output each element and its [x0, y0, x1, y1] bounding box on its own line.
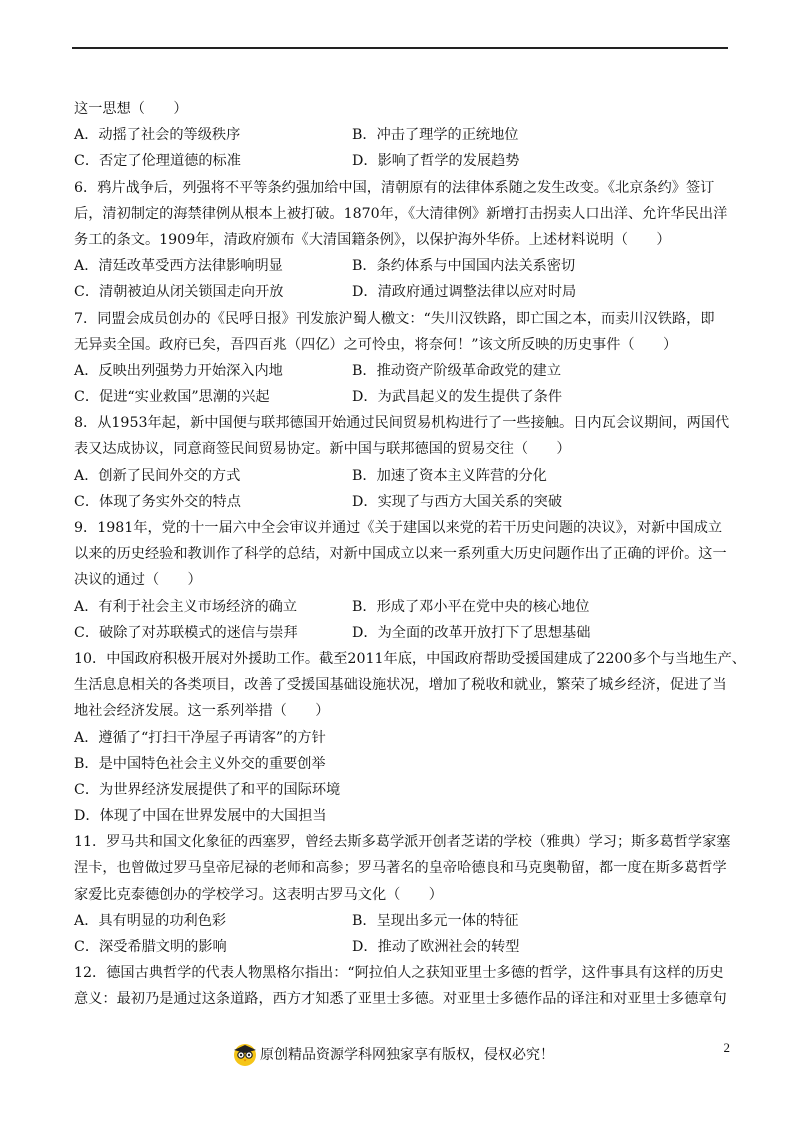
text-line: 涅卡，也曾做过罗马皇帝尼禄的老师和高参；罗马著名的皇帝哈德良和马克奥勒留，都一度在斯多葛哲学: [74, 860, 727, 877]
answer-option: A．动摇了社会的等级秩序: [74, 127, 241, 144]
text-line: 无异卖全国。政府已矣，吾四百兆（四亿）之可怜虫，将奈何！”该文所反映的历史事件（ ）: [74, 336, 678, 353]
answer-option: C．促进“实业救国”思潮的兴起: [74, 389, 270, 406]
text-line: 家爱比克泰德创办的学校学习。这表明古罗马文化（ ）: [74, 886, 443, 903]
answer-option: B．加速了资本主义阵营的分化: [352, 467, 547, 484]
answer-option: C．破除了对苏联模式的迷信与崇拜: [74, 624, 298, 641]
option-row: [74, 463, 728, 489]
option-row: [74, 148, 728, 174]
text-line: D．体现了中国在世界发展中的大国担当: [74, 808, 327, 825]
answer-option: A．反映出列强势力开始深入内地: [74, 362, 283, 379]
answer-option: A．清廷改革受西方法律影响明显: [74, 258, 283, 275]
option-row: [74, 384, 728, 410]
answer-option: D．推动了欧洲社会的转型: [352, 939, 520, 955]
text-line: 意义：最初乃是通过这条道路，西方才知悉了亚里士多德。对亚里士多德作品的译注和对亚里士多德章句: [74, 991, 727, 1008]
text-line: 这一思想（ ）: [74, 101, 188, 117]
option-row: [74, 122, 728, 148]
answer-option: D．实现了与西方大国关系的突破: [352, 493, 563, 510]
answer-option: B．形成了邓小平在党中央的核心地位: [352, 598, 590, 615]
answer-option: C．深受希腊文明的影响: [74, 939, 227, 955]
answer-option: B．推动资产阶级革命政党的建立: [352, 362, 562, 379]
text-line: 决议的通过（ ）: [74, 572, 202, 589]
page-number: 2: [723, 1040, 730, 1055]
answer-option: B．呈现出多元一体的特征: [352, 912, 519, 929]
option-row: [74, 279, 728, 305]
owl-mascot-icon: [232, 1041, 258, 1067]
text-line: B．是中国特色社会主义外交的重要创举: [74, 755, 326, 772]
answer-option: B．冲击了理学的正统地位: [352, 127, 519, 144]
option-row: [74, 489, 728, 515]
text-line: A．遵循了“打扫干净屋子再请客”的方针: [74, 729, 326, 746]
answer-option: C．否定了伦理道德的标准: [74, 153, 241, 170]
option-row: [74, 253, 728, 279]
text-line: 后，清初制定的海禁律例从根本上被打破。1870年，《大清律例》新增打击拐卖人口出洋、允许华民出洋: [74, 205, 728, 222]
text-line: 8．从1953年起，新中国便与联邦德国开始通过民间贸易机构进行了一些接触。日内瓦会议期间，两国代: [74, 415, 730, 432]
text-line: 地社会经济发展。这一系列举措（ ）: [74, 703, 330, 720]
copyright-notice: 原创精品资源学科网独家享有版权，侵权必究！: [260, 1047, 554, 1063]
text-line: 以来的历史经验和教训作了科学的总结，对新中国成立以来一系列重大历史问题作出了正确的评价。这一: [74, 546, 727, 563]
text-line: 12．德国古典哲学的代表人物黑格尔指出：“阿拉伯人之获知亚里士多德的哲学，这件事具有这样的历史: [74, 965, 724, 982]
text-line: 11．罗马共和国文化象征的西塞罗，曾经去斯多葛学派开创者芝诺的学校（雅典）学习；斯多葛哲学家塞: [74, 834, 731, 851]
text-line: 10．中国政府积极开展对外援助工作。截至2011年底，中国政府帮助受援国建成了2200多个与当地生产、: [74, 650, 746, 667]
text-line: 7．同盟会成员创办的《民呼日报》刊发旅沪蜀人檄文：“失川汉铁路，即亡国之本，而卖川汉铁路，即: [74, 310, 715, 327]
text-line: 6．鸦片战争后，列强将不平等条约强加给中国，清朝原有的法律体系随之发生改变。《北京条约》签订: [74, 179, 715, 196]
text-line: 生活息息相关的各类项目，改善了受援国基础设施状况，增加了税收和就业，繁荣了城乡经济，促进了当: [74, 677, 727, 694]
answer-option: A．具有明显的功利色彩: [74, 912, 227, 929]
document-body: [74, 96, 746, 1013]
answer-option: B．条约体系与中国国内法关系密切: [352, 258, 576, 275]
answer-option: A．创新了民间外交的方式: [74, 467, 241, 484]
answer-option: C．体现了务实外交的特点: [74, 493, 241, 510]
header-rule: [72, 47, 728, 49]
text-line: 务工的条文。1909年，清政府颁布《大清国籍条例》，以保护海外华侨。上述材料说明（ ）: [74, 231, 671, 248]
answer-option: D．为全面的改革开放打下了思想基础: [352, 624, 591, 641]
option-row: [74, 934, 728, 960]
text-line: C．为世界经济发展提供了和平的国际环境: [74, 781, 341, 798]
answer-option: D．影响了哲学的发展趋势: [352, 153, 520, 170]
option-row: [74, 908, 728, 934]
answer-option: D．清政府通过调整法律以应对时局: [352, 284, 577, 301]
option-row: [74, 620, 728, 646]
text-line: 表又达成协议，同意商签民间贸易协定。新中国与联邦德国的贸易交往（ ）: [74, 441, 571, 458]
answer-option: C．清朝被迫从闭关锁国走向开放: [74, 284, 284, 301]
option-row: [74, 358, 728, 384]
answer-option: D．为武昌起义的发生提供了条件: [352, 389, 563, 406]
answer-option: A．有利于社会主义市场经济的确立: [74, 598, 298, 615]
footer: [232, 1042, 554, 1066]
option-row: [74, 594, 728, 620]
text-line: 9．1981年，党的十一届六中全会审议并通过《关于建国以来党的若干历史问题的决议》，对新中国成立: [74, 520, 723, 536]
